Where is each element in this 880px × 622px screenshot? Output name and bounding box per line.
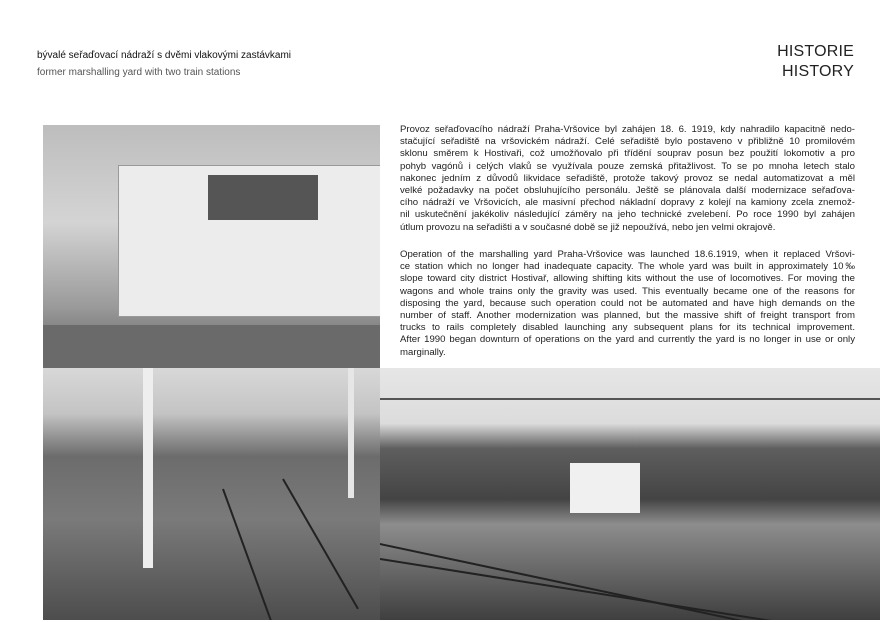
subtitle-czech: bývalé seřaďovací nádraží s dvěmi vlakovými zastávkami [37,50,292,61]
title-czech: HISTORIE [777,43,854,60]
catenary [380,398,880,400]
photo-yard-building [43,125,380,368]
building-upper-block [208,175,318,220]
title-english: HISTORY [782,63,854,80]
grass [43,325,380,368]
history-text-english: Operation of the marshalling yard Praha-Vršovice was launched 18.6.1919, when it replaced Vršovi- ce station which no longer had inadequate capacity. The whole yard was built in approximately 10‰ slope toward city district Hostivař, allowing shifting kits without the use of locomotives. For moving the wagons and whole trains only the gravity was used. This eventually became one of the reasons for disposing the yard, because such operation could not be automated and have high demands on the number of staff. Another modernization was planned, but the massive shift of freight transport from trucks to rails completely disabled launching any subsequent plans for its technical improvement. After 1990 began downturn of operations on the yard and currently the yard is no longer in use or only marginally. [400,249,855,358]
photo-yard-panorama [380,368,880,620]
photo-tracks-signal [43,368,380,620]
subtitle-english: former marshalling yard with two train stations [37,67,241,78]
signal-post [143,368,153,568]
white-building [570,463,640,513]
pole [348,368,354,498]
history-text-czech: Provoz seřaďovacího nádraží Praha-Vršovice byl zahájen 18. 6. 1919, kdy nahradilo kapacitně nedo- stačující seřadiště na vršovickém nádraží. Celé seřadiště bylo postaveno v přibližně 10 promilovém sklonu směrem k Hostivaři, což umožňovalo při třídění souprav posun bez použití lokomotiv a pro pohyb vagónů i celých vlaků se využívala pouze zemská přitažlivost. To se po mnoha letech stalo nakonec jedním z důvodů likvidace seřadiště, protože takový provoz se nedal automatizovat a měl velké požadavky na počet obsluhujícího personálu. Ještě se plánovala další modernizace seřaďova- cího nádraží ve Vršovicích, ale masivní přechod nákladní dopravy z kolejí na kamiony zcela znemož- nil uskutečnění jakékoliv následující záměry na jeho technické zvelebení. Po roce 1990 byl zahájen útlum provozu na seřadišti a v současné době se již nepoužívá, nebo jen velmi okrajově. [400,124,855,233]
